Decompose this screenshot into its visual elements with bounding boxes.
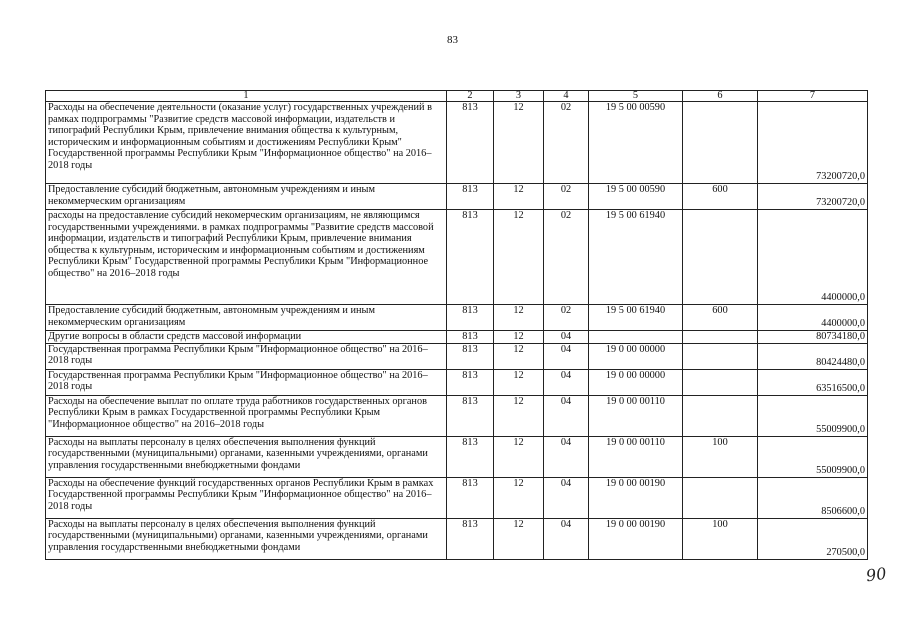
amount: 73200720,0 — [758, 102, 868, 184]
subsection-code: 02 — [544, 305, 589, 331]
amount: 4400000,0 — [758, 210, 868, 305]
table-row — [46, 369, 868, 395]
table-row — [46, 305, 868, 331]
subsection-code: 02 — [544, 210, 589, 305]
column-header: 2 — [447, 91, 494, 102]
table-row — [46, 343, 868, 369]
expense-type-code: 600 — [683, 184, 758, 210]
target-article-code: 19 5 00 61940 — [589, 305, 683, 331]
table-row — [46, 184, 868, 210]
amount: 80424480,0 — [758, 343, 868, 369]
section-code: 12 — [494, 331, 544, 344]
header-row — [46, 91, 868, 102]
column-header: 4 — [544, 91, 589, 102]
column-header: 7 — [758, 91, 868, 102]
target-article-code: 19 5 00 61940 — [589, 210, 683, 305]
row-description: Другие вопросы в области средств массовой информации — [46, 331, 447, 344]
row-description: расходы на предоставление субсидий некомерческим организациям, не являющимся государственными учреждениями. в рамках подпрограммы "Развитие средств массовой информации, издательств и типографий Республики Крым, привлечение внимания общества к культурным, историческим и информационным событиям и достижениям Республики Крым" Государственной программы Республики Крым "Информационное общество" на 2016–2018 годы — [46, 210, 447, 305]
subsection-code: 04 — [544, 343, 589, 369]
section-code: 12 — [494, 210, 544, 305]
page-number: 83 — [447, 34, 458, 46]
expense-type-code — [683, 477, 758, 518]
subsection-code: 02 — [544, 102, 589, 184]
subsection-code: 04 — [544, 369, 589, 395]
row-description: Расходы на обеспечение выплат по оплате труда работников государственных органов Республики Крым в рамках Государственной программы Республики Крым "Информационное общество" на 2016–2018 годы — [46, 395, 447, 436]
expense-type-code — [683, 343, 758, 369]
subsection-code: 04 — [544, 395, 589, 436]
row-description: Предоставление субсидий бюджетным, автономным учреждениям и иным некоммерческим организациям — [46, 305, 447, 331]
amount: 8506600,0 — [758, 477, 868, 518]
target-article-code: 19 0 00 00110 — [589, 395, 683, 436]
target-article-code: 19 0 00 00190 — [589, 477, 683, 518]
column-header: 6 — [683, 91, 758, 102]
section-code: 12 — [494, 477, 544, 518]
target-article-code: 19 0 00 00190 — [589, 518, 683, 559]
expense-type-code — [683, 210, 758, 305]
expense-type-code: 600 — [683, 305, 758, 331]
section-code: 12 — [494, 395, 544, 436]
table-row — [46, 331, 868, 344]
expense-type-code: 100 — [683, 518, 758, 559]
ministry-code: 813 — [447, 305, 494, 331]
table-row — [46, 210, 868, 305]
subsection-code: 02 — [544, 184, 589, 210]
expense-type-code: 100 — [683, 436, 758, 477]
ministry-code: 813 — [447, 518, 494, 559]
amount: 80734180,0 — [758, 331, 868, 344]
column-header: 5 — [589, 91, 683, 102]
row-description: Расходы на обеспечение деятельности (оказание услуг) государственных учреждений в рамках подпрограммы "Развитие средств массовой информации, издательств и типографий Республики Крым, привлечение внимания общества к культурным, историческим и информационным событиям и достижениям Республики Крым" Государственной программы Республики Крым "Информационное общество" на 2016–2018 годы — [46, 102, 447, 184]
ministry-code: 813 — [447, 395, 494, 436]
row-description: Расходы на выплаты персоналу в целях обеспечения выполнения функций государственными (муниципальными) органами, казенными учреждениями, органами управления государственными внебюджетными фондами — [46, 518, 447, 559]
amount: 55009900,0 — [758, 395, 868, 436]
section-code: 12 — [494, 305, 544, 331]
expense-type-code — [683, 331, 758, 344]
ministry-code: 813 — [447, 102, 494, 184]
amount: 63516500,0 — [758, 369, 868, 395]
table-row — [46, 395, 868, 436]
expense-type-code — [683, 395, 758, 436]
budget-table — [45, 90, 868, 560]
ministry-code: 813 — [447, 184, 494, 210]
amount: 270500,0 — [758, 518, 868, 559]
target-article-code — [589, 331, 683, 344]
subsection-code: 04 — [544, 436, 589, 477]
section-code: 12 — [494, 518, 544, 559]
target-article-code: 19 0 00 00000 — [589, 343, 683, 369]
row-description: Расходы на обеспечение функций государственных органов Республики Крым в рамках Государственной программы Республики Крым "Информационное общество" на 2016–2018 годы — [46, 477, 447, 518]
table-row — [46, 518, 868, 559]
row-description: Предоставление субсидий бюджетным, автономным учреждениям и иным некоммерческим организациям — [46, 184, 447, 210]
subsection-code: 04 — [544, 331, 589, 344]
section-code: 12 — [494, 102, 544, 184]
subsection-code: 04 — [544, 518, 589, 559]
amount: 4400000,0 — [758, 305, 868, 331]
table-row — [46, 436, 868, 477]
row-description: Государственная программа Республики Крым "Информационное общество" на 2016–2018 годы — [46, 369, 447, 395]
row-description: Расходы на выплаты персоналу в целях обеспечения выполнения функций государственными (муниципальными) органами, казенными учреждениями, органами управления государственными внебюджетными фондами — [46, 436, 447, 477]
target-article-code: 19 0 00 00000 — [589, 369, 683, 395]
row-description: Государственная программа Республики Крым "Информационное общество" на 2016–2018 годы — [46, 343, 447, 369]
column-header: 3 — [494, 91, 544, 102]
table-row — [46, 477, 868, 518]
amount: 73200720,0 — [758, 184, 868, 210]
ministry-code: 813 — [447, 210, 494, 305]
ministry-code: 813 — [447, 436, 494, 477]
column-header: 1 — [46, 91, 447, 102]
amount: 55009900,0 — [758, 436, 868, 477]
section-code: 12 — [494, 369, 544, 395]
expense-type-code — [683, 369, 758, 395]
ministry-code: 813 — [447, 343, 494, 369]
table-row — [46, 102, 868, 184]
ministry-code: 813 — [447, 369, 494, 395]
target-article-code: 19 0 00 00110 — [589, 436, 683, 477]
target-article-code: 19 5 00 00590 — [589, 184, 683, 210]
subsection-code: 04 — [544, 477, 589, 518]
section-code: 12 — [494, 343, 544, 369]
target-article-code: 19 5 00 00590 — [589, 102, 683, 184]
ministry-code: 813 — [447, 331, 494, 344]
ministry-code: 813 — [447, 477, 494, 518]
section-code: 12 — [494, 436, 544, 477]
expense-type-code — [683, 102, 758, 184]
handwritten-page-mark: 90 — [864, 563, 888, 586]
section-code: 12 — [494, 184, 544, 210]
